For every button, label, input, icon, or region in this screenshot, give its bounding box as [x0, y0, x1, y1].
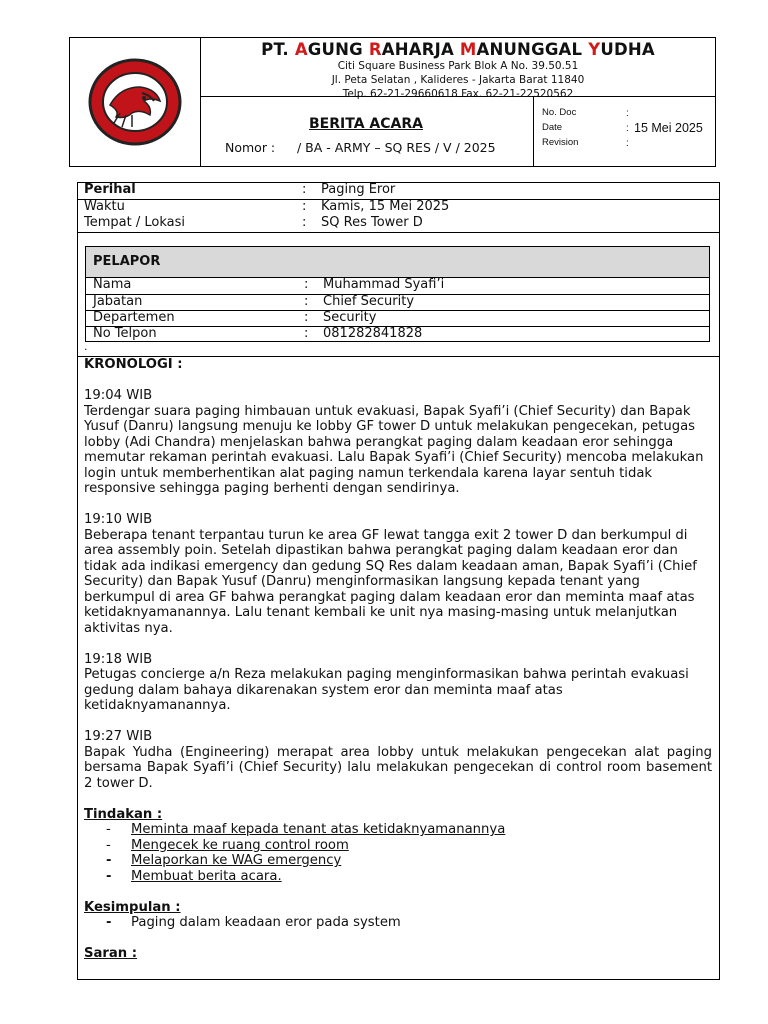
- list-item: - Melaporkan ke WAG emergency: [106, 853, 342, 868]
- info-label: Tempat / Lokasi: [84, 215, 185, 230]
- company-phone: Telp. 62-21-29660618 Fax. 62-21-22520562: [342, 88, 574, 100]
- info-value: SQ Res Tower D: [321, 215, 423, 230]
- date-colon: :: [626, 123, 629, 134]
- tindakan-heading: Tindakan :: [84, 806, 163, 822]
- revision-colon: :: [626, 138, 629, 149]
- list-item: - Meminta maaf kepada tenant atas ketidaknyamanannya: [106, 822, 506, 837]
- kronologi-text: Bapak Yudha (Engineering) merapat area lobby untuk melakukan pengecekan alat paging bersama Bapak Syafi’i (Chief Security) lalu melakukan pengecekan di control room basement 2 tower D.: [84, 744, 712, 791]
- info-row-waktu: Waktu : Kamis, 15 Mei 2025: [84, 199, 450, 214]
- pelapor-row: Departemen : Security: [93, 310, 377, 325]
- revision-label: Revision: [542, 137, 579, 148]
- kronologi-time: 19:27 WIB: [84, 729, 153, 744]
- company-name: [201, 40, 715, 59]
- document-title-cell: [201, 97, 534, 166]
- kronologi-heading: KRONOLOGI :: [84, 357, 183, 372]
- info-value: Paging Eror: [321, 182, 396, 197]
- saran-heading: Saran :: [84, 946, 138, 961]
- document-meta-cell: [534, 97, 715, 166]
- nomor-label: Nomor :: [225, 140, 276, 155]
- nomor-value: / BA - ARMY – SQ RES / V / 2025: [297, 140, 496, 155]
- list-item: - Paging dalam keadaan eror pada system: [106, 915, 401, 930]
- pelapor-row: Nama : Muhammad Syafi’i: [93, 277, 445, 292]
- document-title: BERITA ACARA: [309, 116, 423, 132]
- date-label: Date: [542, 122, 563, 133]
- company-name-part: ANUNGGAL: [476, 40, 589, 59]
- kesimpulan-heading: Kesimpulan :: [84, 899, 181, 915]
- company-name-part: AHARJA: [381, 40, 460, 59]
- info-row-perihal: Perihal : Paging Eror: [84, 182, 396, 197]
- army-security-guard-logo-icon: [80, 57, 190, 147]
- kronologi-text: Terdengar suara paging himbauan untuk evakuasi, Bapak Syafi’i (Chief Security) dan Bapak Yusuf (Danru) langsung menuju ke lobby GF tower D untuk melakukan pengecekan, petugas lobby (Adi Chandra) menjelaskan bahwa perangkat paging dalam keadaan eror sehingga memutar rekaman perintah evakuasi. Lalu Bapak Syafi’i (Chief Security) mencoba melakukan login untuk memberhentikan alat paging namun terkendala karena layar sentuh tidak responsive sehingga paging berhenti dengan sendirinya.: [84, 403, 704, 496]
- list-item: - Membuat berita acara.: [106, 868, 282, 884]
- pelapor-header: [86, 247, 709, 278]
- kronologi-time: 19:18 WIB: [84, 651, 153, 667]
- pelapor-table: [85, 246, 710, 342]
- kronologi-text: Beberapa tenant terpantau turun ke area GF lewat tangga exit 2 tower D dan berkumpul di area assembly poin. Setelah dipastikan bahwa perangkat paging dalam keadaan eror dan tidak ada indikasi emergency dan gedung SQ Res dalam keadaan aman, Bapak Syafi’i (Chief Security) dan Bapak Yusuf (Danru) menginformasikan langsung kepada tenant yang berkumpul di area GF bahwa perangkat paging dalam keadaan eror dan meminta maaf atas ketidaknyamanannya. Lalu tenant kembali ke unit nya masing-masing untuk melanjutkan aktivitas nya.: [84, 527, 697, 636]
- kesimpulan-list: [84, 915, 712, 931]
- info-value: Kamis, 15 Mei 2025: [321, 199, 450, 214]
- company-name-initial: R: [368, 40, 382, 59]
- letterhead: [69, 37, 716, 167]
- kronologi-time: 19:04 WIB: [84, 388, 153, 403]
- list-item: - Mengecek ke ruang control room: [106, 837, 349, 853]
- company-block: [201, 38, 715, 100]
- company-name-part: PT.: [261, 40, 295, 59]
- tindakan-list: [84, 822, 712, 884]
- no-doc-colon: :: [626, 108, 629, 119]
- pelapor-row: Jabatan : Chief Security: [93, 294, 415, 309]
- company-name-initial: M: [459, 40, 477, 59]
- no-doc-label: No. Doc: [542, 107, 577, 118]
- company-address-2: Jl. Peta Selatan , Kalideres - Jakarta Barat 11840: [331, 74, 585, 86]
- report-body: [77, 182, 720, 980]
- report-content: [84, 357, 712, 962]
- divider: [78, 232, 719, 233]
- company-name-part: UDHA: [600, 40, 655, 59]
- company-address-1: Citi Square Business Park Blok A No. 39.50.51: [337, 60, 579, 72]
- kronologi-time: 19:10 WIB: [84, 512, 153, 527]
- info-label: Waktu: [84, 199, 125, 214]
- info-label: Perihal: [84, 182, 136, 197]
- info-row-lokasi: Tempat / Lokasi : SQ Res Tower D: [84, 215, 423, 230]
- company-name-initial: A: [294, 40, 308, 59]
- stray-mark: .: [84, 340, 88, 353]
- company-name-part: GUNG: [307, 40, 369, 59]
- pelapor-row: No Telpon : 081282841828: [93, 326, 423, 341]
- pelapor-heading: PELAPOR: [93, 254, 161, 269]
- kronologi-text: Petugas concierge a/n Reza melakukan paging menginformasikan bahwa perintah evakuasi gedung dalam bahaya dikarenakan system eror dan meminta maaf atas ketidaknyamanannya.: [84, 667, 689, 713]
- company-name-initial: Y: [588, 40, 601, 59]
- date-value: 15 Mei 2025: [634, 121, 703, 135]
- logo-cell: [70, 38, 201, 166]
